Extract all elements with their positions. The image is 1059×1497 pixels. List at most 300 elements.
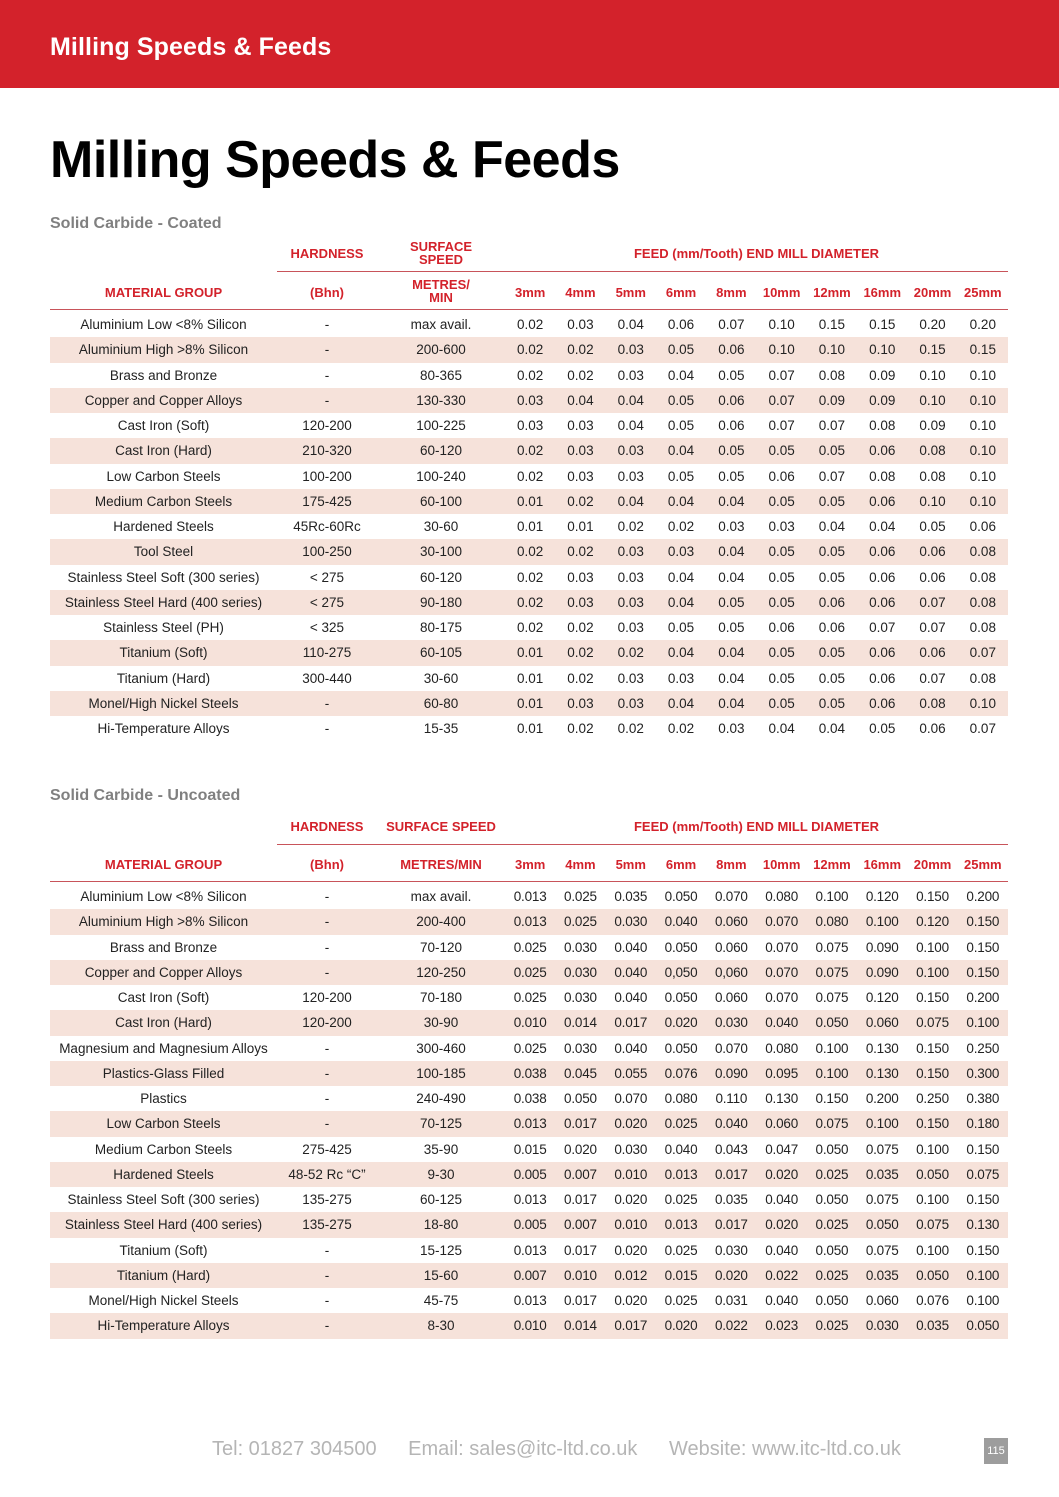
cell-feed: 0.100 — [966, 1267, 1000, 1283]
cell-feed: 0.06 — [869, 544, 896, 560]
cell-surface-speed: 35-90 — [423, 1141, 459, 1157]
cell-feed: 0.02 — [517, 468, 544, 484]
cell-feed: 0.06 — [919, 544, 946, 560]
cell-feed: 0.013 — [513, 1192, 547, 1208]
cell-feed: 0.08 — [919, 695, 946, 711]
cell-material: Stainless Steel Soft (300 series) — [67, 1192, 260, 1208]
cell-surface-speed: 70-125 — [419, 1116, 463, 1132]
page-number: 115 — [984, 1438, 1008, 1464]
cell-feed: 0.100 — [916, 1192, 949, 1208]
cell-feed: 0.030 — [564, 990, 597, 1006]
cell-surface-speed: 100-225 — [416, 418, 466, 434]
cell-feed: 0.05 — [768, 544, 795, 560]
cell-feed: 0.04 — [617, 418, 644, 434]
table-row — [50, 691, 1008, 716]
cell-feed: 0.10 — [919, 392, 946, 408]
cell-feed: 0.005 — [513, 1166, 547, 1182]
header-diameter: 8mm — [716, 285, 747, 300]
cell-feed: 0.025 — [513, 990, 547, 1006]
cell-feed: 0.075 — [865, 1192, 899, 1208]
cell-hardness: 175-425 — [302, 493, 352, 509]
cell-feed: 0.075 — [815, 939, 849, 955]
cell-feed: 0.01 — [517, 695, 544, 711]
cell-feed: 0.10 — [919, 493, 946, 509]
cell-feed: 0.070 — [765, 990, 799, 1006]
cell-surface-speed: 30-100 — [419, 544, 463, 560]
header-diameter: 25mm — [964, 285, 1002, 300]
table-row — [50, 1313, 1008, 1338]
cell-feed: 0.04 — [617, 317, 644, 333]
cell-feed: 0.02 — [567, 620, 594, 636]
section-label-coated: Solid Carbide - Coated — [50, 215, 222, 232]
cell-feed: 0.02 — [567, 645, 594, 661]
cell-feed: 0.050 — [966, 1318, 1000, 1334]
cell-feed: 0.007 — [564, 1166, 597, 1182]
cell-surface-speed: 15-60 — [423, 1267, 459, 1283]
cell-feed: 0.020 — [614, 1116, 648, 1132]
cell-surface-speed: 100-240 — [416, 468, 466, 484]
cell-feed: 0.250 — [966, 1040, 1000, 1056]
cell-feed: 0.017 — [714, 1166, 748, 1182]
cell-feed: 0.06 — [768, 620, 795, 636]
cell-feed: 0.045 — [564, 1065, 597, 1081]
cell-feed: 0.03 — [517, 418, 544, 434]
cell-material: Titanium (Soft) — [119, 1242, 208, 1258]
cell-feed: 0.05 — [667, 418, 695, 434]
cell-hardness: < 275 — [309, 569, 345, 585]
cell-feed: 0.05 — [667, 392, 695, 408]
coated-header-row-1 — [50, 238, 1008, 274]
cell-feed: 0.15 — [869, 317, 896, 333]
cell-feed: 0.017 — [714, 1217, 748, 1233]
cell-feed: 0.020 — [714, 1267, 748, 1283]
uncoated-header-row-1 — [50, 810, 1008, 846]
cell-hardness: 210-320 — [302, 443, 352, 459]
cell-feed: 0.06 — [818, 594, 846, 610]
cell-feed: 0.20 — [969, 317, 996, 333]
header-diameter: 4mm — [565, 857, 596, 872]
table-row — [50, 363, 1008, 388]
cell-feed: 0.007 — [513, 1267, 547, 1283]
cell-feed: 0,060 — [714, 964, 748, 980]
cell-feed: 0.07 — [969, 645, 996, 661]
header-diameter: 6mm — [665, 285, 697, 300]
cell-material: Plastics — [140, 1091, 187, 1107]
cell-feed: 0.300 — [966, 1065, 1000, 1081]
cell-surface-speed: 70-120 — [419, 939, 463, 955]
cell-surface-speed: 240-490 — [416, 1091, 466, 1107]
table-row — [50, 388, 1008, 413]
cell-hardness: - — [324, 317, 330, 333]
cell-feed: 0.150 — [916, 1065, 949, 1081]
cell-feed: 0.050 — [815, 1293, 849, 1309]
cell-feed: 0.040 — [765, 1242, 799, 1258]
cell-feed: 0.130 — [765, 1091, 799, 1107]
cell-feed: 0.010 — [564, 1267, 597, 1283]
cell-feed: 0.017 — [564, 1293, 597, 1309]
cell-feed: 0.05 — [718, 367, 745, 383]
cell-feed: 0.050 — [664, 889, 698, 905]
header-banner — [0, 0, 1059, 88]
cell-feed: 0.130 — [865, 1040, 899, 1056]
cell-material: Cast Iron (Hard) — [115, 443, 212, 459]
coated-header-row-2 — [50, 274, 1008, 312]
cell-feed: 0,050 — [664, 964, 698, 980]
table-row — [50, 884, 1008, 909]
cell-feed: 0.08 — [969, 569, 996, 585]
header-diameter: 12mm — [813, 285, 851, 300]
cell-feed: 0.075 — [966, 1166, 1000, 1182]
cell-material: Low Carbon Steels — [106, 468, 221, 484]
cell-feed: 0.150 — [916, 1040, 949, 1056]
cell-feed: 0.03 — [567, 443, 594, 459]
header-divider — [50, 309, 1008, 310]
cell-material: Brass and Bronze — [109, 367, 218, 383]
cell-surface-speed: 200-600 — [416, 342, 466, 358]
cell-material: Magnesium and Magnesium Alloys — [59, 1040, 268, 1056]
cell-feed: 0.05 — [718, 468, 745, 484]
cell-surface-speed: 15-125 — [419, 1242, 463, 1258]
cell-feed: 0.040 — [664, 914, 698, 930]
cell-surface-speed: 80-175 — [419, 620, 463, 636]
cell-feed: 0.03 — [567, 594, 594, 610]
cell-feed: 0.025 — [513, 939, 547, 955]
cell-feed: 0.04 — [617, 493, 644, 509]
cell-feed: 0.020 — [765, 1217, 799, 1233]
cell-feed: 0.02 — [517, 317, 544, 333]
cell-feed: 0.15 — [969, 342, 996, 358]
cell-feed: 0.047 — [765, 1141, 799, 1157]
cell-feed: 0.020 — [664, 1015, 698, 1031]
cell-material: Aluminium Low <8% Silicon — [80, 317, 247, 333]
footer-contact — [212, 1438, 927, 1461]
cell-feed: 0.023 — [765, 1318, 799, 1334]
header-diameter: 3mm — [514, 857, 546, 872]
cell-feed: 0.020 — [564, 1141, 597, 1157]
cell-surface-speed: 30-60 — [423, 670, 459, 686]
cell-feed: 0.04 — [718, 544, 745, 560]
cell-feed: 0.05 — [818, 670, 846, 686]
uncoated-header-material-group: MATERIAL GROUP — [104, 857, 223, 872]
cell-feed: 0.10 — [969, 418, 996, 434]
uncoated-header-metres-min: METRES/MIN — [400, 857, 482, 872]
footer-tel: Tel: 01827 304500 — [212, 1438, 377, 1460]
table-row — [50, 1061, 1008, 1086]
cell-feed: 0.150 — [966, 914, 1000, 930]
cell-feed: 0.06 — [869, 443, 896, 459]
cell-feed: 0.043 — [714, 1141, 748, 1157]
cell-feed: 0.025 — [564, 889, 597, 905]
cell-feed: 0.080 — [815, 914, 849, 930]
cell-feed: 0.09 — [869, 367, 896, 383]
cell-hardness: - — [324, 889, 330, 905]
cell-feed: 0.150 — [916, 990, 949, 1006]
cell-surface-speed: 130-330 — [416, 392, 466, 408]
cell-material: Aluminium High >8% Silicon — [78, 914, 249, 930]
cell-feed: 0.013 — [664, 1217, 698, 1233]
uncoated-header-diameters — [505, 858, 1008, 871]
cell-feed: 0.07 — [919, 594, 946, 610]
cell-feed: 0.050 — [664, 990, 698, 1006]
cell-feed: 0.06 — [869, 493, 896, 509]
cell-feed: 0.02 — [517, 544, 544, 560]
cell-feed: 0.070 — [765, 964, 799, 980]
header-divider — [277, 844, 1008, 845]
cell-feed: 0.035 — [714, 1192, 748, 1208]
cell-material: Cast Iron (Soft) — [117, 418, 210, 434]
cell-feed: 0.040 — [765, 1192, 799, 1208]
cell-feed: 0.02 — [517, 367, 544, 383]
cell-feed: 0.01 — [517, 519, 544, 535]
cell-feed: 0.05 — [818, 569, 846, 585]
cell-surface-speed: 80-365 — [419, 367, 463, 383]
cell-feed: 0.04 — [718, 493, 745, 509]
cell-feed: 0.10 — [768, 317, 795, 333]
cell-hardness: 300-440 — [302, 670, 352, 686]
cell-feed: 0.07 — [919, 620, 946, 636]
cell-hardness: 120-200 — [302, 990, 352, 1006]
uncoated-header-row-2 — [50, 846, 1008, 884]
cell-feed: 0.100 — [865, 1116, 899, 1132]
cell-feed: 0.060 — [865, 1293, 899, 1309]
cell-material: Plastics-Glass Filled — [102, 1065, 225, 1081]
cell-feed: 0.03 — [617, 620, 644, 636]
cell-feed: 0.05 — [718, 594, 745, 610]
header-diameter: 6mm — [665, 857, 697, 872]
cell-feed: 0.05 — [919, 519, 946, 535]
cell-feed: 0.07 — [768, 418, 795, 434]
cell-feed: 0.130 — [865, 1065, 899, 1081]
table-row — [50, 1086, 1008, 1111]
cell-feed: 0.090 — [714, 1065, 748, 1081]
cell-feed: 0.130 — [966, 1217, 1000, 1233]
cell-material: Hardened Steels — [113, 519, 214, 535]
cell-feed: 0.02 — [567, 493, 594, 509]
cell-feed: 0.150 — [966, 1242, 1000, 1258]
cell-hardness: - — [324, 1242, 330, 1258]
cell-material: Stainless Steel Hard (400 series) — [64, 1217, 263, 1233]
cell-feed: 0.100 — [916, 939, 949, 955]
cell-feed: 0.08 — [969, 594, 996, 610]
cell-hardness: - — [324, 1065, 330, 1081]
cell-surface-speed: 30-90 — [423, 1015, 459, 1031]
cell-material: Low Carbon Steels — [106, 1116, 221, 1132]
cell-feed: 0.020 — [614, 1192, 648, 1208]
cell-feed: 0.07 — [768, 392, 795, 408]
uncoated-header-surface-speed: SURFACE SPEED — [386, 819, 496, 834]
cell-feed: 0.10 — [818, 342, 846, 358]
cell-feed: 0.014 — [564, 1015, 597, 1031]
cell-feed: 0.070 — [714, 889, 748, 905]
header-diameter: 4mm — [565, 285, 596, 300]
cell-hardness: - — [324, 914, 330, 930]
cell-surface-speed: 18-80 — [423, 1217, 459, 1233]
cell-feed: 0.08 — [969, 620, 996, 636]
cell-material: Brass and Bronze — [109, 939, 218, 955]
section-label-uncoated: Solid Carbide - Uncoated — [50, 787, 241, 804]
cell-hardness: - — [324, 1040, 330, 1056]
coated-header-bhn: (Bhn) — [310, 285, 344, 300]
cell-hardness: - — [324, 1091, 330, 1107]
table-row — [50, 640, 1008, 665]
table-row — [50, 985, 1008, 1010]
cell-feed: 0.090 — [865, 964, 899, 980]
cell-material: Cast Iron (Soft) — [117, 990, 210, 1006]
cell-feed: 0.031 — [714, 1293, 748, 1309]
cell-feed: 0.013 — [513, 1116, 547, 1132]
cell-feed: 0.017 — [614, 1015, 648, 1031]
cell-feed: 0.02 — [517, 569, 544, 585]
cell-feed: 0.012 — [614, 1267, 648, 1283]
cell-feed: 0.150 — [815, 1091, 849, 1107]
cell-feed: 0.02 — [517, 443, 544, 459]
cell-feed: 0.07 — [969, 721, 996, 737]
cell-material: Hardened Steels — [113, 1166, 214, 1182]
cell-feed: 0.06 — [919, 645, 946, 661]
cell-feed: 0.03 — [567, 317, 594, 333]
table-row — [50, 1162, 1008, 1187]
cell-feed: 0.06 — [869, 569, 896, 585]
uncoated-header-feed: FEED (mm/Tooth) END MILL DIAMETER — [633, 819, 880, 834]
header-diameter: 16mm — [863, 857, 902, 872]
table-row — [50, 1288, 1008, 1313]
cell-feed: 0.04 — [667, 569, 695, 585]
cell-feed: 0.08 — [919, 443, 946, 459]
cell-feed: 0.06 — [718, 418, 745, 434]
cell-feed: 0.120 — [916, 914, 949, 930]
coated-header-surface-speed: SURFACE SPEED — [409, 239, 473, 267]
cell-feed: 0.03 — [617, 342, 644, 358]
cell-hardness: 100-200 — [302, 468, 352, 484]
cell-feed: 0.03 — [617, 468, 644, 484]
cell-material: Aluminium Low <8% Silicon — [80, 889, 247, 905]
table-row — [50, 935, 1008, 960]
table-row — [50, 1263, 1008, 1288]
cell-feed: 0.025 — [513, 1040, 547, 1056]
cell-material: Cast Iron (Hard) — [115, 1015, 212, 1031]
cell-feed: 0.060 — [714, 990, 748, 1006]
cell-feed: 0.07 — [919, 670, 946, 686]
cell-hardness: - — [324, 1293, 330, 1309]
table-row — [50, 960, 1008, 985]
cell-feed: 0.04 — [667, 443, 695, 459]
cell-material: Titanium (Hard) — [116, 670, 211, 686]
cell-feed: 0.03 — [517, 392, 544, 408]
uncoated-table-body — [50, 884, 1008, 1339]
cell-feed: 0.09 — [919, 418, 946, 434]
cell-feed: 0.030 — [564, 964, 597, 980]
cell-surface-speed: 120-250 — [416, 964, 466, 980]
cell-hardness: - — [324, 964, 330, 980]
cell-feed: 0.04 — [718, 670, 745, 686]
cell-feed: 0.040 — [614, 939, 648, 955]
cell-feed: 0.05 — [818, 695, 846, 711]
cell-feed: 0.038 — [513, 1065, 547, 1081]
cell-feed: 0.017 — [614, 1318, 648, 1334]
cell-feed: 0.100 — [916, 1242, 949, 1258]
cell-feed: 0.04 — [768, 721, 795, 737]
cell-feed: 0.06 — [869, 695, 896, 711]
cell-feed: 0.040 — [614, 990, 648, 1006]
cell-feed: 0.150 — [916, 1116, 949, 1132]
cell-feed: 0.025 — [664, 1192, 698, 1208]
cell-feed: 0.030 — [614, 1141, 648, 1157]
cell-feed: 0.022 — [714, 1318, 748, 1334]
cell-feed: 0.15 — [818, 317, 846, 333]
cell-feed: 0.03 — [667, 670, 695, 686]
cell-feed: 0.040 — [664, 1141, 698, 1157]
coated-table-body — [50, 312, 1008, 741]
cell-feed: 0.10 — [768, 342, 795, 358]
cell-feed: 0.038 — [513, 1091, 547, 1107]
cell-feed: 0.050 — [664, 1040, 698, 1056]
cell-hardness: < 325 — [309, 620, 345, 636]
cell-material: Aluminium High >8% Silicon — [78, 342, 249, 358]
coated-table — [50, 238, 1008, 741]
cell-feed: 0.08 — [969, 670, 996, 686]
header-divider — [50, 881, 1008, 882]
cell-feed: 0.005 — [513, 1217, 547, 1233]
cell-feed: 0.060 — [865, 1015, 899, 1031]
cell-feed: 0.03 — [617, 695, 644, 711]
cell-feed: 0.120 — [865, 990, 899, 1006]
cell-surface-speed: 9-30 — [427, 1166, 455, 1182]
cell-feed: 0.013 — [513, 1293, 547, 1309]
cell-feed: 0.08 — [869, 468, 896, 484]
cell-hardness: - — [324, 695, 330, 711]
cell-feed: 0.04 — [667, 645, 695, 661]
cell-feed: 0.06 — [768, 468, 795, 484]
cell-feed: 0.015 — [664, 1267, 698, 1283]
table-row — [50, 337, 1008, 362]
cell-hardness: 45Rc-60Rc — [293, 519, 361, 535]
table-row — [50, 590, 1008, 615]
cell-feed: 0.05 — [818, 645, 846, 661]
cell-feed: 0.075 — [815, 1116, 849, 1132]
cell-surface-speed: 60-100 — [419, 493, 463, 509]
cell-feed: 0.080 — [765, 889, 799, 905]
table-row — [50, 1036, 1008, 1061]
cell-surface-speed: max avail. — [410, 317, 472, 333]
cell-feed: 0.250 — [916, 1091, 949, 1107]
cell-feed: 0.01 — [567, 519, 594, 535]
table-row — [50, 413, 1008, 438]
cell-feed: 0.025 — [513, 964, 547, 980]
cell-feed: 0.10 — [969, 468, 996, 484]
cell-feed: 0.020 — [614, 1242, 648, 1258]
cell-feed: 0.01 — [517, 645, 544, 661]
cell-feed: 0.06 — [919, 569, 946, 585]
cell-feed: 0.020 — [664, 1318, 698, 1334]
cell-hardness: 120-200 — [302, 418, 352, 434]
cell-feed: 0.025 — [664, 1242, 698, 1258]
cell-feed: 0.07 — [768, 367, 795, 383]
cell-feed: 0.02 — [667, 519, 695, 535]
table-row — [50, 565, 1008, 590]
cell-feed: 0.01 — [517, 493, 544, 509]
coated-header-feed: FEED (mm/Tooth) END MILL DIAMETER — [633, 246, 880, 261]
cell-feed: 0.15 — [919, 342, 946, 358]
cell-feed: 0.10 — [969, 493, 996, 509]
cell-feed: 0.100 — [966, 1293, 1000, 1309]
cell-hardness: 48-52 Rc “C” — [288, 1166, 366, 1182]
cell-feed: 0.022 — [765, 1267, 799, 1283]
cell-feed: 0.150 — [966, 964, 1000, 980]
cell-feed: 0.100 — [865, 914, 899, 930]
cell-feed: 0.015 — [513, 1141, 547, 1157]
cell-hardness: - — [324, 721, 330, 737]
cell-feed: 0.06 — [869, 594, 896, 610]
